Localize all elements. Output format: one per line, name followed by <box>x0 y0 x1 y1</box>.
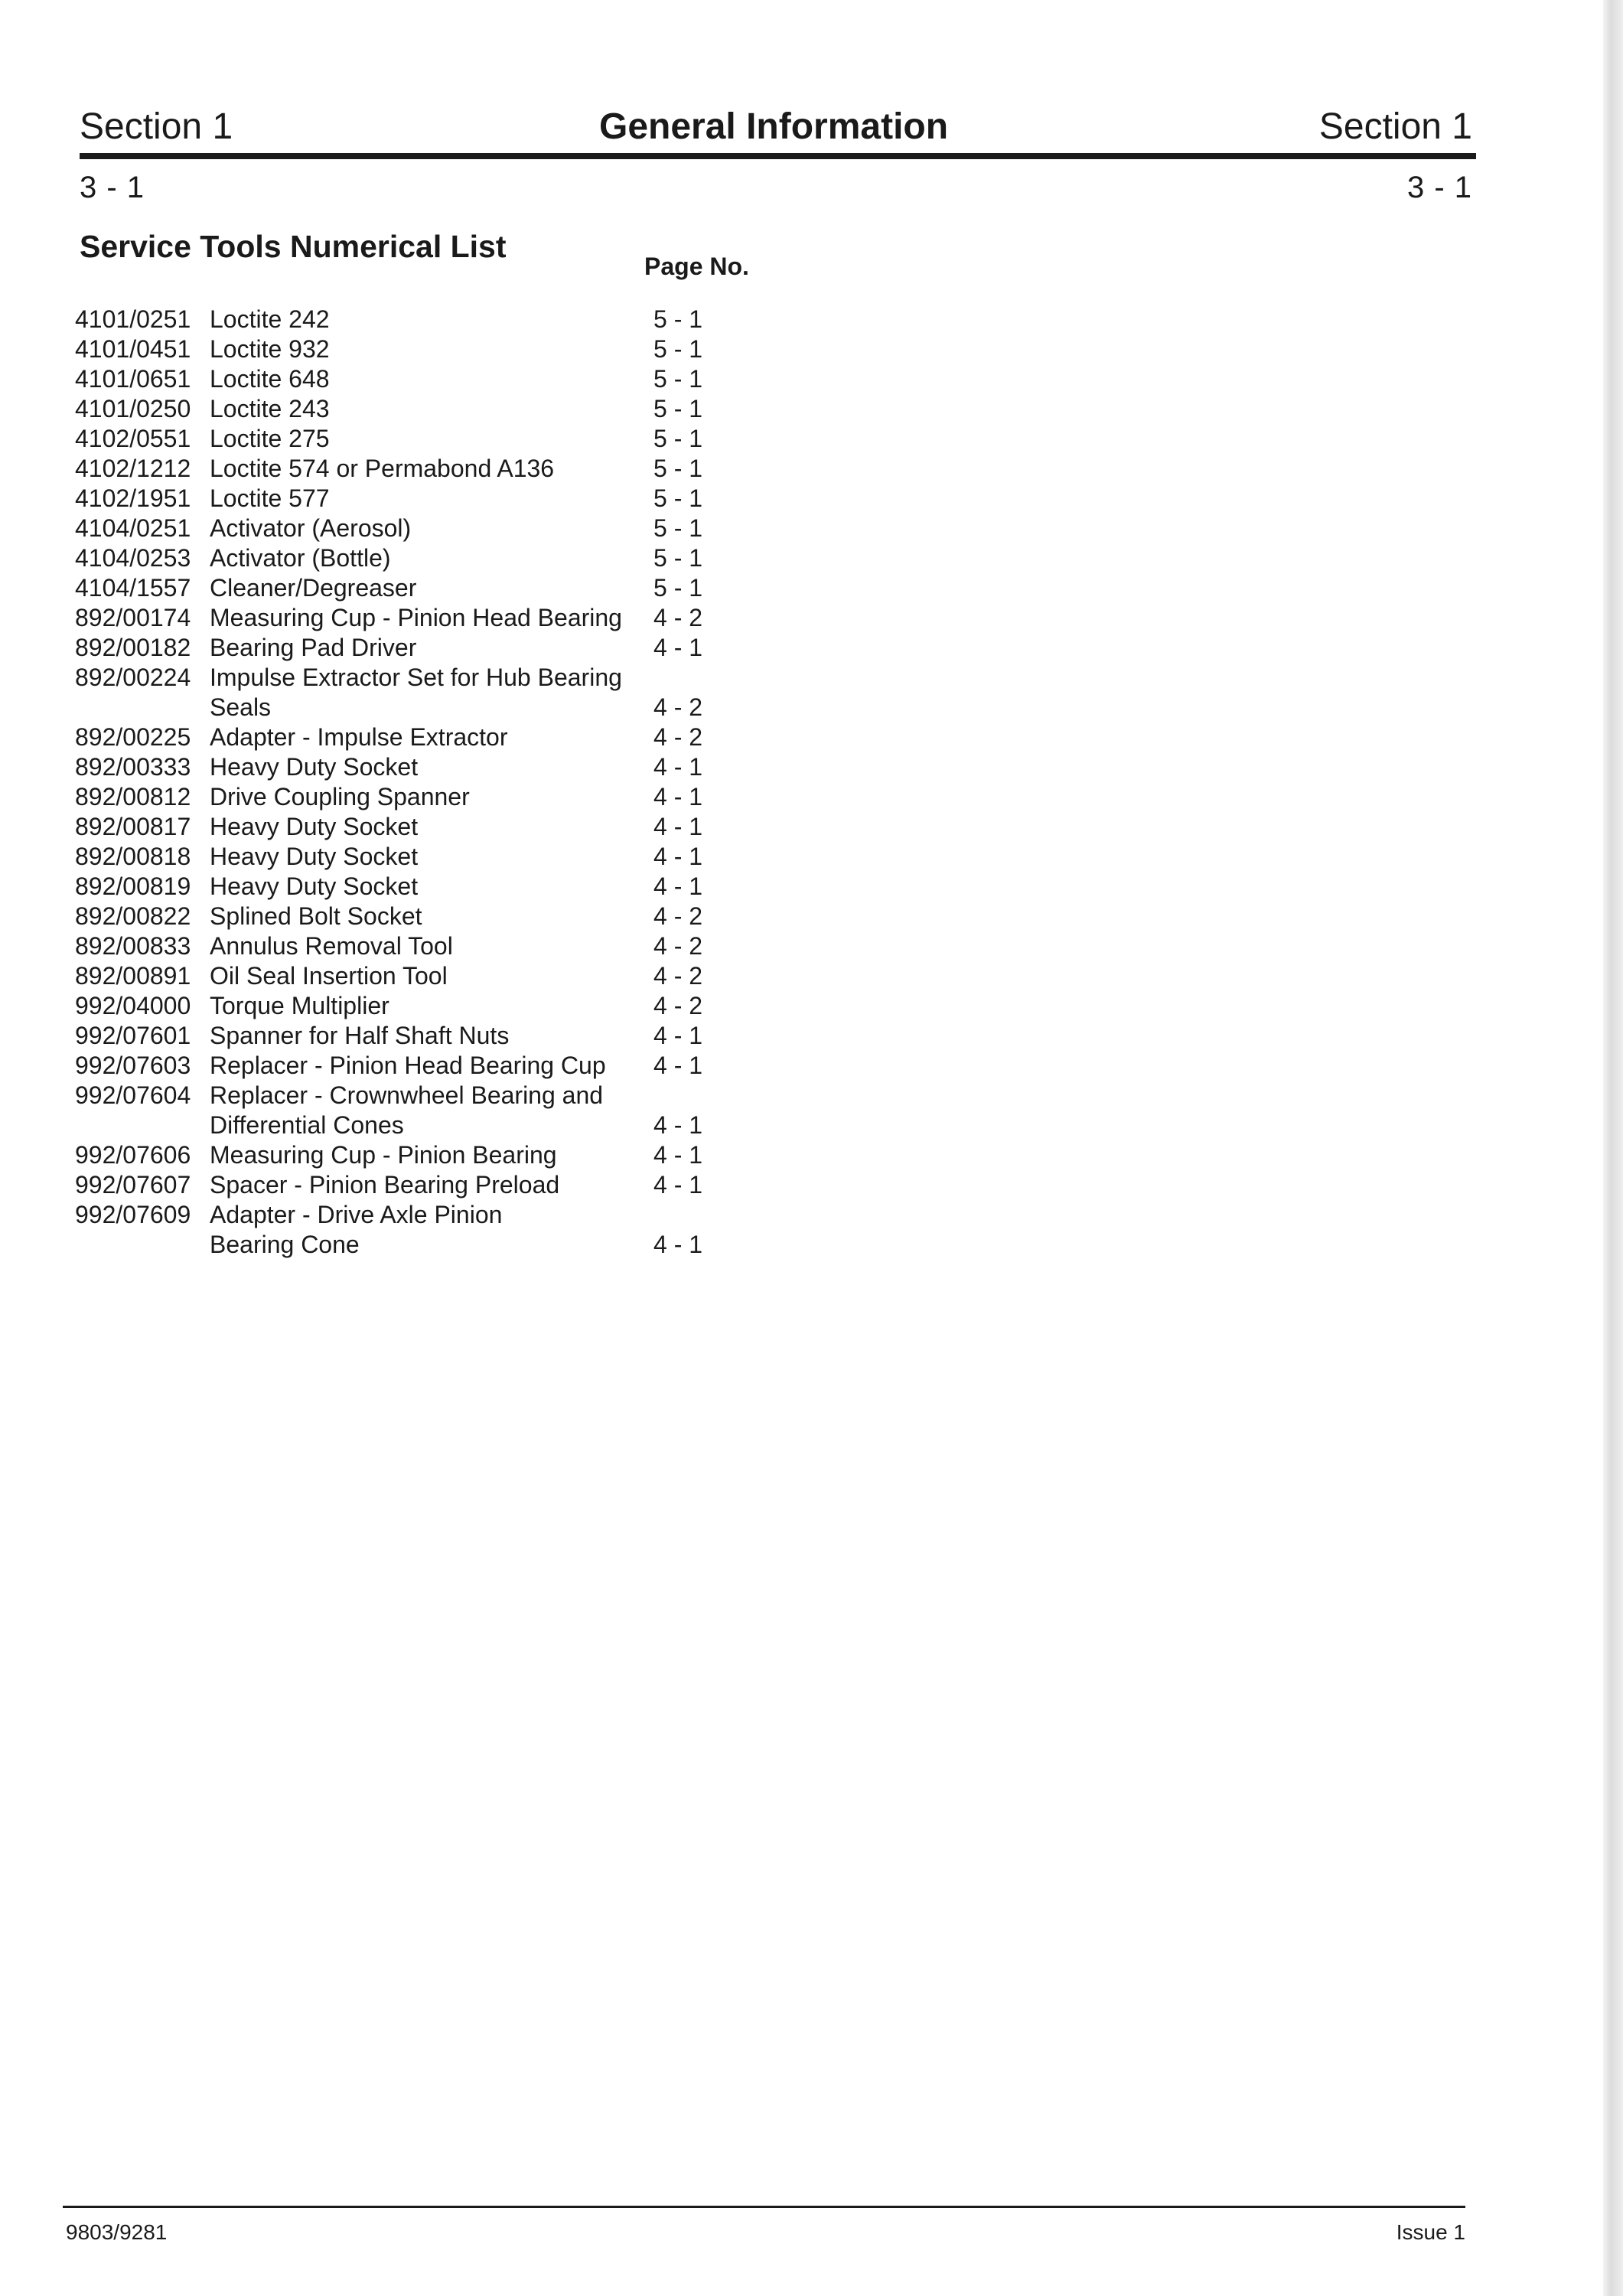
tool-page-ref: 4 - 1 <box>653 1111 703 1139</box>
list-item <box>75 961 794 991</box>
list-item <box>75 514 794 543</box>
list-item <box>75 543 794 573</box>
tool-code: 892/00833 <box>75 932 191 960</box>
tool-code: 892/00891 <box>75 962 191 990</box>
list-item <box>75 1110 794 1140</box>
list-item <box>75 1021 794 1051</box>
tool-page-ref: 5 - 1 <box>653 335 703 363</box>
tool-page-ref: 4 - 1 <box>653 1231 703 1258</box>
tool-description: Adapter - Impulse Extractor <box>210 723 508 751</box>
tool-code: 892/00812 <box>75 783 191 810</box>
tool-code: 892/00822 <box>75 902 191 930</box>
tool-description: Loctite 932 <box>210 335 330 363</box>
tool-description: Activator (Aerosol) <box>210 514 412 542</box>
list-item <box>75 394 794 424</box>
tool-page-ref: 5 - 1 <box>653 365 703 393</box>
list-item <box>75 454 794 484</box>
list-item <box>75 842 794 872</box>
list-item <box>75 1170 794 1200</box>
tool-page-ref: 4 - 1 <box>653 753 703 781</box>
list-item <box>75 603 794 633</box>
tool-code <box>75 1230 210 1260</box>
tool-description: Heavy Duty Socket <box>210 843 419 870</box>
page-title: General Information <box>599 106 949 147</box>
tool-page-ref: 5 - 1 <box>653 484 703 512</box>
list-item <box>75 931 794 961</box>
tool-description: Heavy Duty Socket <box>210 813 419 840</box>
tool-description: Differential Cones <box>210 1111 404 1139</box>
tool-code: 992/07607 <box>75 1171 191 1199</box>
tool-code <box>75 693 210 722</box>
tool-page-ref: 5 - 1 <box>653 544 703 572</box>
tool-description: Oil Seal Insertion Tool <box>210 962 448 990</box>
header-rule <box>80 153 1476 159</box>
tool-description: Measuring Cup - Pinion Head Bearing <box>210 604 622 631</box>
section-label-right: Section 1 <box>1318 106 1472 147</box>
tool-description: Heavy Duty Socket <box>210 753 419 781</box>
tool-code: 892/00224 <box>75 664 191 691</box>
tool-code: 4104/1557 <box>75 574 191 602</box>
list-item <box>75 872 794 902</box>
tool-page-ref: 4 - 2 <box>653 604 703 631</box>
tool-code: 892/00819 <box>75 872 191 900</box>
list-item <box>75 693 794 722</box>
tool-code: 892/00818 <box>75 843 191 870</box>
tool-description: Spacer - Pinion Bearing Preload <box>210 1171 560 1199</box>
list-item <box>75 1200 794 1230</box>
tool-code: 992/07604 <box>75 1081 191 1109</box>
tool-page-ref: 4 - 2 <box>653 932 703 960</box>
list-item <box>75 1081 794 1110</box>
tool-code <box>75 1110 210 1140</box>
list-item <box>75 663 794 693</box>
tool-code: 892/00225 <box>75 723 191 751</box>
tool-code: 4101/0651 <box>75 365 191 393</box>
tool-page-ref: 5 - 1 <box>653 395 703 422</box>
tool-code: 892/00174 <box>75 604 191 631</box>
list-item <box>75 364 794 394</box>
list-item <box>75 782 794 812</box>
tool-code: 992/04000 <box>75 992 191 1019</box>
list-item <box>75 1140 794 1170</box>
list-item <box>75 305 794 334</box>
tool-page-ref: 4 - 1 <box>653 872 703 900</box>
tool-description: Impulse Extractor Set for Hub Bearing <box>210 664 622 691</box>
section-label-left: Section 1 <box>80 106 233 147</box>
tool-description: Loctite 243 <box>210 395 330 422</box>
tool-page-ref: 4 - 1 <box>653 843 703 870</box>
tool-code: 892/00333 <box>75 753 191 781</box>
tool-description: Seals <box>210 693 272 721</box>
tool-page-ref: 4 - 1 <box>653 783 703 810</box>
tool-description: Loctite 574 or Permabond A136 <box>210 455 555 482</box>
tool-description: Torque Multiplier <box>210 992 389 1019</box>
list-item <box>75 902 794 931</box>
list-item <box>75 812 794 842</box>
tool-code: 4104/0251 <box>75 514 191 542</box>
tool-description: Drive Coupling Spanner <box>210 783 470 810</box>
tool-description: Bearing Pad Driver <box>210 634 417 661</box>
tool-description: Measuring Cup - Pinion Bearing <box>210 1141 557 1169</box>
tools-list <box>75 305 794 1260</box>
list-item <box>75 633 794 663</box>
list-item <box>75 484 794 514</box>
tool-code: 4102/1951 <box>75 484 191 512</box>
tool-page-ref: 4 - 1 <box>653 813 703 840</box>
list-item <box>75 722 794 752</box>
tool-description: Adapter - Drive Axle Pinion <box>210 1201 503 1228</box>
tool-page-ref: 4 - 2 <box>653 723 703 751</box>
tool-page-ref: 4 - 1 <box>653 1022 703 1049</box>
tool-description: Loctite 577 <box>210 484 330 512</box>
list-item <box>75 991 794 1021</box>
document-number: 9803/9281 <box>66 2220 168 2244</box>
tool-page-ref: 4 - 2 <box>653 693 703 721</box>
tool-page-ref: 4 - 2 <box>653 962 703 990</box>
tool-code: 892/00182 <box>75 634 191 661</box>
tool-page-ref: 5 - 1 <box>653 425 703 452</box>
list-item <box>75 1230 794 1260</box>
tool-description: Loctite 648 <box>210 365 330 393</box>
tool-page-ref: 5 - 1 <box>653 455 703 482</box>
tool-page-ref: 4 - 2 <box>653 902 703 930</box>
tool-description: Bearing Cone <box>210 1231 360 1258</box>
list-item <box>75 334 794 364</box>
tool-code: 4102/0551 <box>75 425 191 452</box>
tool-page-ref: 4 - 1 <box>653 1141 703 1169</box>
tool-description: Spanner for Half Shaft Nuts <box>210 1022 510 1049</box>
tool-description: Loctite 242 <box>210 305 330 333</box>
page-number-right: 3 - 1 <box>1406 171 1472 204</box>
page-column-heading: Page No. <box>644 253 749 280</box>
tool-description: Replacer - Pinion Head Bearing Cup <box>210 1052 606 1079</box>
tool-code: 4101/0451 <box>75 335 191 363</box>
tool-page-ref: 5 - 1 <box>653 574 703 602</box>
list-item <box>75 1051 794 1081</box>
tool-description: Annulus Removal Tool <box>210 932 453 960</box>
page-number-left: 3 - 1 <box>80 171 145 204</box>
tool-description: Cleaner/Degreaser <box>210 574 417 602</box>
tool-code: 4101/0251 <box>75 305 191 333</box>
tool-description: Activator (Bottle) <box>210 544 391 572</box>
tool-page-ref: 4 - 2 <box>653 992 703 1019</box>
tool-code: 892/00817 <box>75 813 191 840</box>
tool-code: 4101/0250 <box>75 395 191 422</box>
tool-description: Replacer - Crownwheel Bearing and <box>210 1081 604 1109</box>
issue-label: Issue 1 <box>1396 2220 1465 2244</box>
tool-page-ref: 4 - 1 <box>653 1052 703 1079</box>
tool-description: Loctite 275 <box>210 425 330 452</box>
tool-description: Heavy Duty Socket <box>210 872 419 900</box>
tool-page-ref: 4 - 1 <box>653 634 703 661</box>
list-item <box>75 424 794 454</box>
tool-code: 4104/0253 <box>75 544 191 572</box>
tool-code: 992/07603 <box>75 1052 191 1079</box>
tool-code: 992/07606 <box>75 1141 191 1169</box>
tool-page-ref: 5 - 1 <box>653 514 703 542</box>
tool-code: 4102/1212 <box>75 455 191 482</box>
list-title: Service Tools Numerical List <box>80 229 507 264</box>
tool-page-ref: 5 - 1 <box>653 305 703 333</box>
scan-page-edge <box>1603 0 1623 2296</box>
tool-code: 992/07609 <box>75 1201 191 1228</box>
tool-description: Splined Bolt Socket <box>210 902 422 930</box>
list-item <box>75 752 794 782</box>
list-item <box>75 573 794 603</box>
footer-rule <box>63 2206 1465 2208</box>
tool-code: 992/07601 <box>75 1022 191 1049</box>
tool-page-ref: 4 - 1 <box>653 1171 703 1199</box>
